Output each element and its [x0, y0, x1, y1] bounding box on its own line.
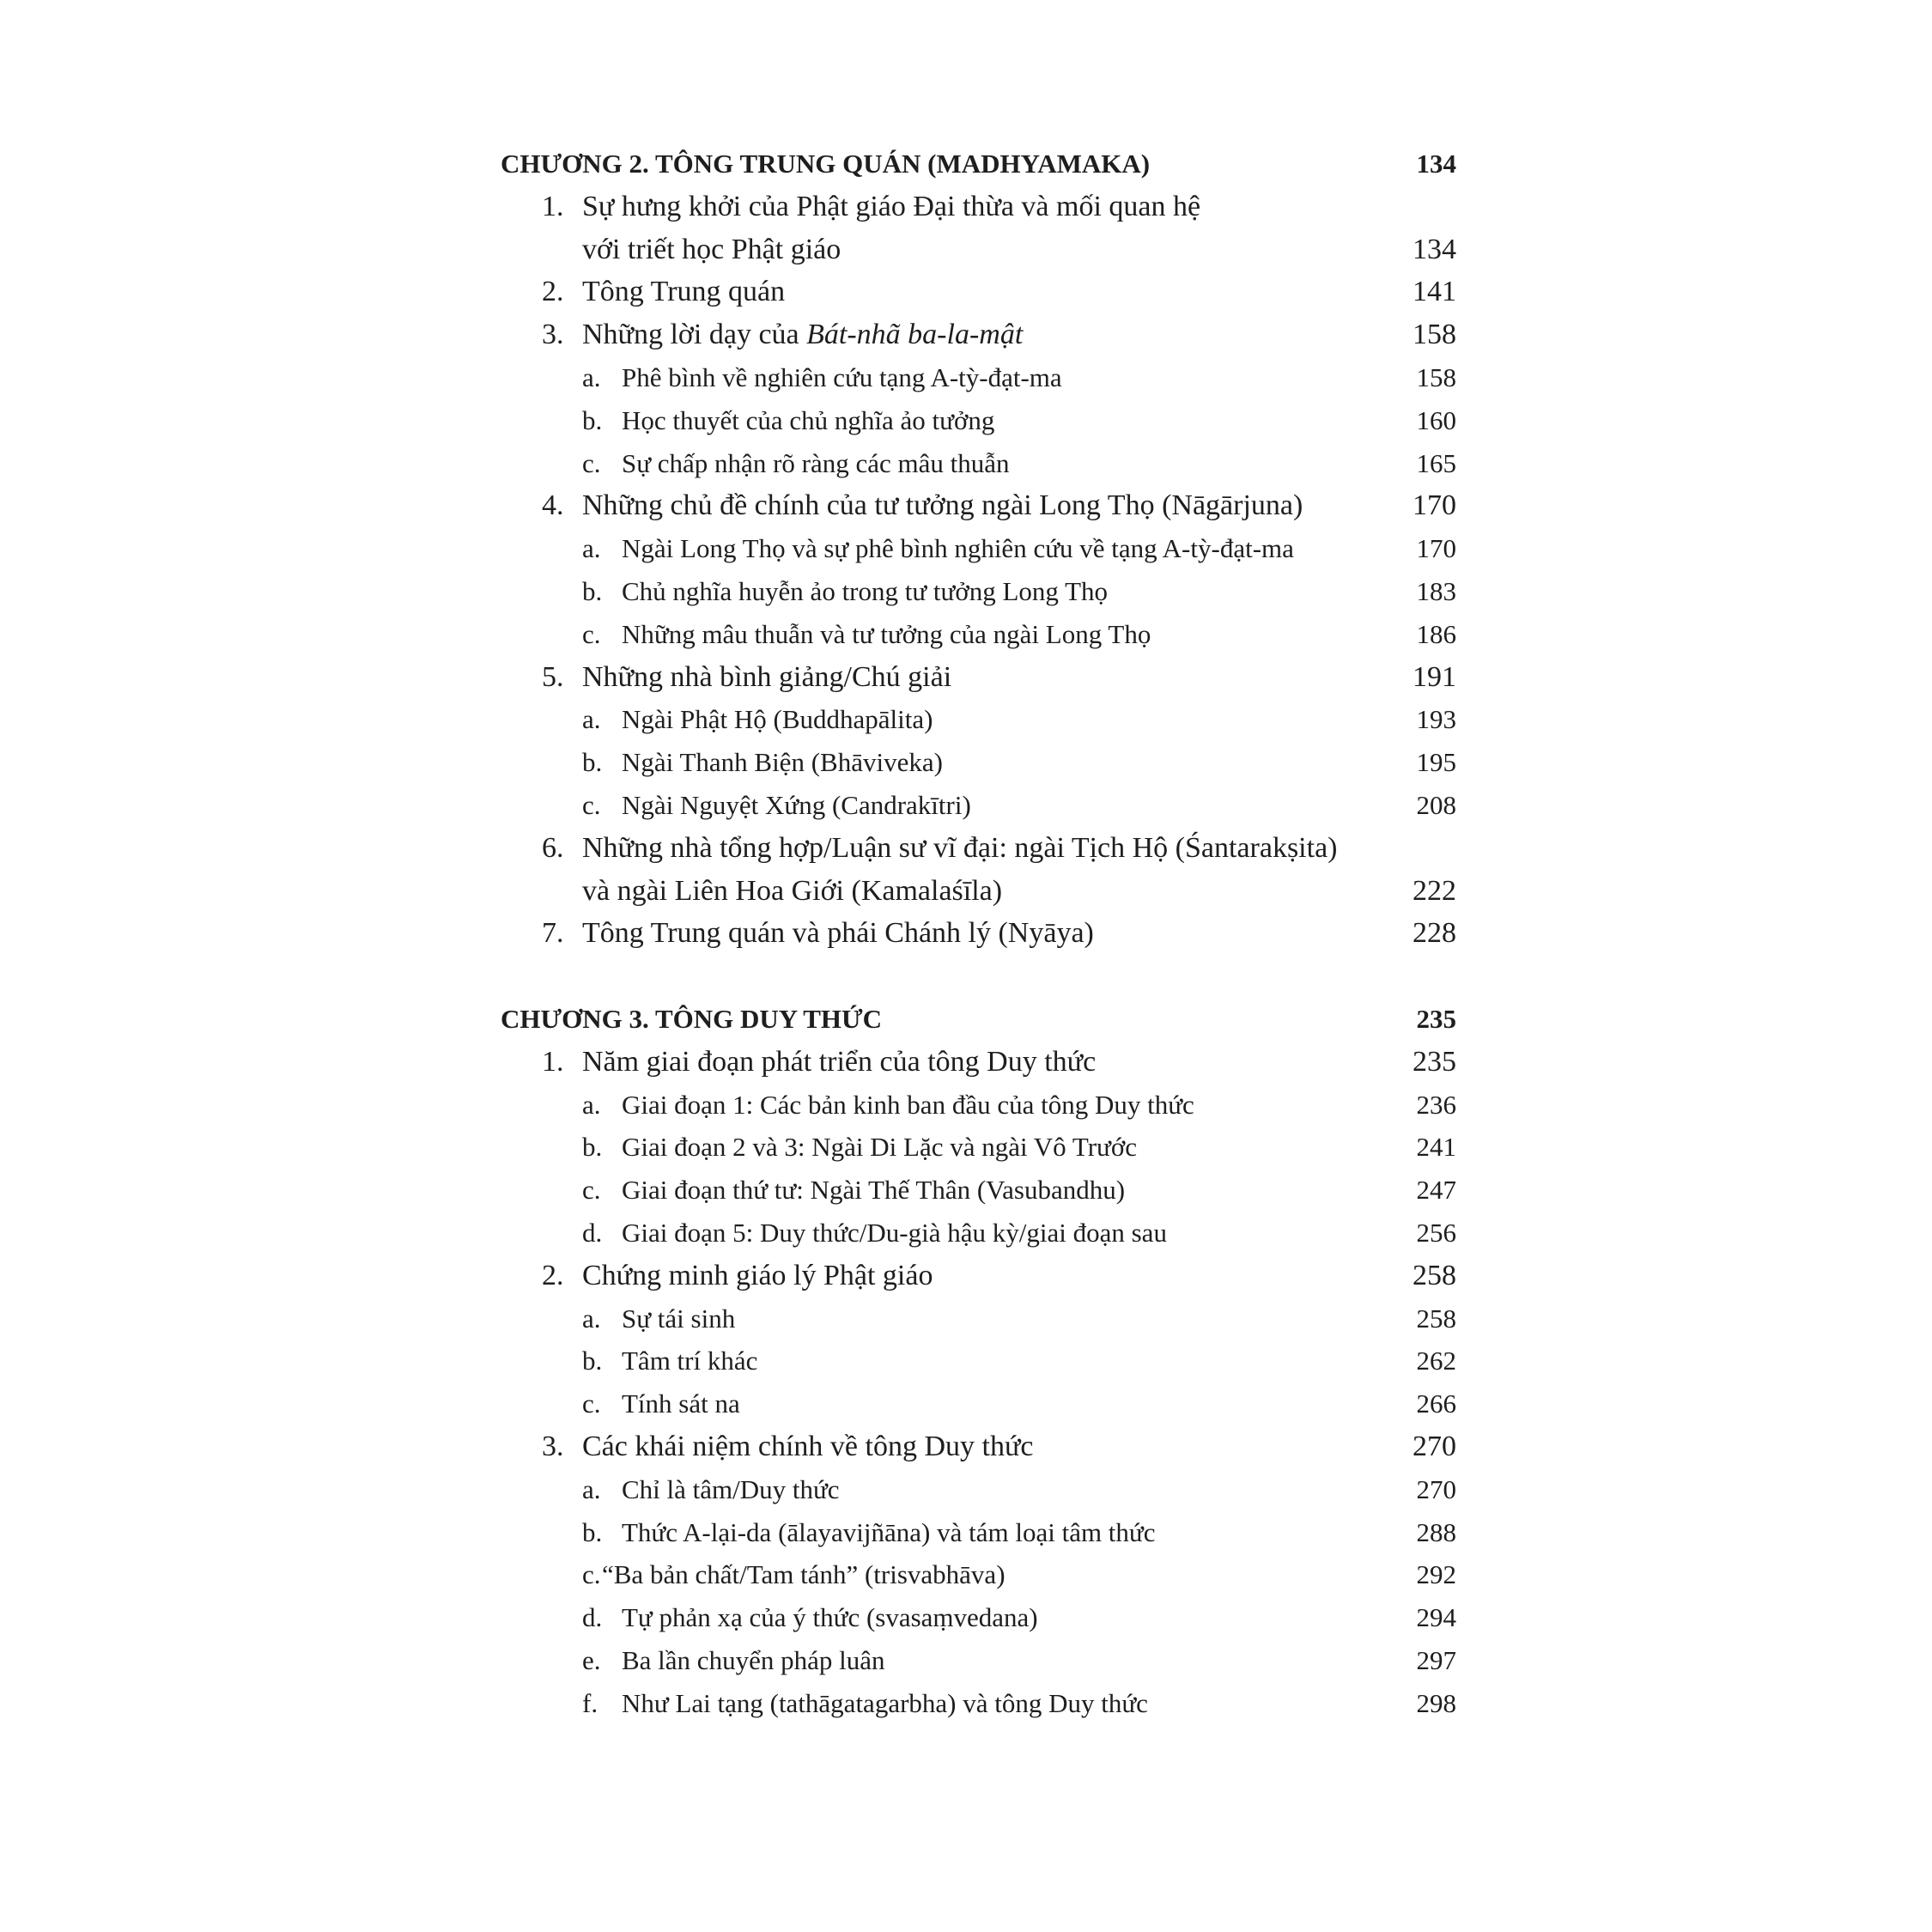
- entry-title: [582, 270, 785, 313]
- subsection-letter: c.: [582, 1559, 601, 1590]
- subsection-letter: a.: [582, 704, 601, 735]
- entry-title-text: Ngài Phật Hộ (Buddhapālita): [622, 704, 933, 735]
- entry-title: [622, 527, 1294, 570]
- entry-title: [622, 1596, 1038, 1639]
- page-number: 134: [1413, 233, 1456, 265]
- subsection-letter: f.: [582, 1687, 598, 1718]
- entry-title: [582, 1041, 1096, 1084]
- entry-title: [622, 1169, 1125, 1212]
- page-number: 236: [1416, 1089, 1456, 1120]
- section-number: 2.: [542, 1259, 564, 1291]
- page-number: 262: [1416, 1346, 1456, 1376]
- chapter-heading: [501, 998, 1456, 1041]
- entry-title: [622, 1382, 740, 1425]
- entry-title: [622, 1340, 757, 1382]
- page-number: 294: [1416, 1602, 1456, 1633]
- page-number: 228: [1413, 917, 1456, 950]
- entry-title: [582, 656, 951, 699]
- toc-subsection: [501, 1126, 1456, 1169]
- entry-title: Những nhà tổng hợp/Luận sư vĩ đại: ngài Tịch Hộ (Śantarakṣita): [582, 831, 1338, 864]
- entry-title: và ngài Liên Hoa Giới (Kamalaśīla): [582, 874, 1003, 907]
- page-number: 170: [1416, 533, 1456, 564]
- page-number: 266: [1416, 1388, 1456, 1419]
- entry-title: [622, 570, 1108, 613]
- page-number: 141: [1413, 276, 1456, 308]
- subsection-letter: d.: [582, 1218, 603, 1248]
- subsection-letter: a.: [582, 1473, 601, 1504]
- entry-title-text: Sự tái sinh: [622, 1303, 736, 1334]
- entry-title: [622, 1084, 1194, 1127]
- toc-subsection: [501, 1468, 1456, 1511]
- entry-title-text: Những mâu thuẫn và tư tưởng của ngài Long Thọ: [622, 618, 1151, 649]
- toc-section: [501, 656, 1456, 699]
- entry-title-text: Tính sát na: [622, 1388, 740, 1419]
- entry-title: [622, 784, 971, 827]
- page-number: 288: [1416, 1516, 1456, 1547]
- entry-title-text: Ngài Long Thọ và sự phê bình nghiên cứu về tạng A-tỳ-đạt-ma: [622, 533, 1294, 564]
- entry-title: [622, 442, 1010, 485]
- toc-subsection: [501, 1553, 1456, 1596]
- entry-title: [602, 1553, 1005, 1596]
- toc-subsection: [501, 1382, 1456, 1425]
- entry-title-text: Các khái niệm chính về tông Duy thức: [582, 1431, 1034, 1462]
- toc-section: [501, 1255, 1456, 1297]
- subsection-letter: c.: [582, 447, 601, 478]
- entry-title: [622, 613, 1151, 656]
- entry-title-text: Ba lần chuyển pháp luân: [622, 1645, 885, 1675]
- entry-title-text: “Ba bản chất/Tam tánh” (trisvabhāva): [602, 1559, 1005, 1590]
- entry-title-text: Giai đoạn thứ tư: Ngài Thế Thân (Vasubandhu): [622, 1175, 1126, 1206]
- entry-title-text: Ngài Thanh Biện (Bhāviveka): [622, 747, 943, 778]
- toc-section: [501, 1041, 1456, 1084]
- page-number: 186: [1416, 618, 1456, 649]
- page-number: 258: [1413, 1259, 1456, 1291]
- section-number: 3.: [542, 319, 564, 351]
- subsection-letter: b.: [582, 1132, 603, 1163]
- toc-section: [501, 270, 1456, 313]
- entry-title: [622, 741, 943, 784]
- page-number: 158: [1416, 362, 1456, 392]
- entry-title: [582, 1425, 1033, 1468]
- subsection-letter: e.: [582, 1645, 601, 1675]
- entry-title-text: Thức A-lại-da (ālayavijñāna) và tám loại tâm thức: [622, 1516, 1156, 1547]
- subsection-letter: c.: [582, 618, 601, 649]
- entry-title-text: Những chủ đề chính của tư tưởng ngài Long Thọ (Nāgārjuna): [582, 489, 1303, 522]
- entry-title: [622, 1511, 1155, 1554]
- toc-subsection: [501, 1297, 1456, 1340]
- subsection-letter: b.: [582, 1516, 603, 1547]
- section-number: 4.: [542, 489, 564, 522]
- subsection-letter: c.: [582, 1175, 601, 1206]
- entry-title-text: Tông Trung quán: [582, 276, 786, 308]
- subsection-letter: d.: [582, 1602, 603, 1633]
- toc-subsection: [501, 1682, 1456, 1725]
- toc-subsection: [501, 442, 1456, 485]
- entry-title-text: Học thuyết của chủ nghĩa ảo tưởng: [622, 404, 995, 435]
- section-number: 2.: [542, 276, 564, 308]
- entry-title: [622, 1682, 1148, 1725]
- entry-title-text: Tông Trung quán và phái Chánh lý (Nyāya): [582, 917, 1094, 950]
- entry-title: [622, 1468, 840, 1511]
- toc-subsection: [501, 1511, 1456, 1554]
- subsection-letter: b.: [582, 404, 603, 435]
- page-number: 241: [1416, 1132, 1456, 1163]
- toc-subsection: [501, 570, 1456, 613]
- subsection-letter: b.: [582, 576, 603, 606]
- toc-subsection: [501, 399, 1456, 442]
- subsection-letter: a.: [582, 533, 601, 564]
- toc-section-line: [501, 228, 1456, 271]
- entry-title: với triết học Phật giáo: [582, 233, 841, 265]
- toc-subsection: [501, 1084, 1456, 1127]
- entry-title-text: Giai đoạn 5: Duy thức/Du-già hậu kỳ/giai đoạn sau: [622, 1218, 1167, 1248]
- entry-title-text: Giai đoạn 1: Các bản kinh ban đầu của tông Duy thức: [622, 1089, 1194, 1120]
- entry-title: [582, 313, 1023, 356]
- toc-section: [501, 912, 1456, 955]
- toc-subsection: [501, 613, 1456, 656]
- page-number: 258: [1416, 1303, 1456, 1334]
- subsection-letter: b.: [582, 747, 603, 778]
- entry-title: Sự hưng khởi của Phật giáo Đại thừa và mối quan hệ: [582, 190, 1201, 222]
- section-number: 6.: [542, 831, 564, 864]
- toc-subsection: [501, 1169, 1456, 1212]
- subsection-letter: b.: [582, 1346, 603, 1376]
- toc-subsection: [501, 1639, 1456, 1682]
- page-number: 297: [1416, 1645, 1456, 1675]
- toc-section-line: [501, 185, 1456, 228]
- entry-title-text: Phê bình về nghiên cứu tạng A-tỳ-đạt-ma: [622, 362, 1062, 392]
- subsection-letter: a.: [582, 1303, 601, 1334]
- page-number: 256: [1416, 1218, 1456, 1248]
- entry-title: [582, 1255, 933, 1297]
- page-number: 165: [1416, 447, 1456, 478]
- entry-title: [622, 698, 933, 741]
- entry-title-text: Tâm trí khác: [622, 1346, 758, 1376]
- chapter-title: CHƯƠNG 3. TÔNG DUY THỨC: [501, 1004, 883, 1034]
- page-number: 193: [1416, 704, 1456, 735]
- subsection-letter: a.: [582, 1089, 601, 1120]
- page-number: 292: [1416, 1559, 1456, 1590]
- toc-subsection: [501, 1212, 1456, 1255]
- page-number: 208: [1416, 790, 1456, 820]
- page-number: 170: [1413, 489, 1456, 522]
- page-number: 298: [1416, 1687, 1456, 1718]
- entry-title-text: Chủ nghĩa huyễn ảo trong tư tưởng Long Thọ: [622, 576, 1109, 606]
- chapter-heading: [501, 143, 1456, 185]
- entry-title-text: Ngài Nguyệt Xứng (Candrakītri): [622, 790, 971, 820]
- entry-title: [622, 356, 1062, 399]
- entry-title: [622, 399, 994, 442]
- toc-subsection: [501, 1340, 1456, 1382]
- subsection-letter: c.: [582, 1388, 601, 1419]
- page-number: 222: [1413, 874, 1456, 907]
- toc-section: [501, 484, 1456, 527]
- entry-title: [622, 1126, 1137, 1169]
- entry-title-text: Những lời dạy của: [582, 319, 807, 351]
- entry-title-italic: Bát-nhã ba-la-mật: [806, 319, 1024, 351]
- toc-section-line: [501, 870, 1456, 913]
- toc-subsection: [501, 698, 1456, 741]
- entry-title-text: Chứng minh giáo lý Phật giáo: [582, 1259, 933, 1291]
- entry-title: [622, 1212, 1167, 1255]
- page-number: 134: [1416, 149, 1456, 179]
- subsection-letter: c.: [582, 790, 601, 820]
- section-number: 1.: [542, 190, 564, 222]
- entry-title-text: Những nhà bình giảng/Chú giải: [582, 660, 952, 693]
- entry-title: [582, 912, 1094, 955]
- entry-title-text: Tự phản xạ của ý thức (svasaṃvedana): [622, 1602, 1038, 1633]
- page-number: 191: [1413, 660, 1456, 693]
- entry-title: [622, 1639, 884, 1682]
- chapter-title: CHƯƠNG 2. TÔNG TRUNG QUÁN (MADHYAMAKA): [501, 149, 1151, 179]
- entry-title-text: Năm giai đoạn phát triển của tông Duy thức: [582, 1045, 1097, 1078]
- section-number: 3.: [542, 1431, 564, 1462]
- page-number: 235: [1413, 1045, 1456, 1078]
- section-number: 5.: [542, 660, 564, 693]
- toc-subsection: [501, 784, 1456, 827]
- page-number: 235: [1416, 1004, 1456, 1034]
- toc-section: [501, 1425, 1456, 1468]
- toc-section-line: [501, 827, 1456, 870]
- page-number: 158: [1413, 319, 1456, 351]
- page-number: 160: [1416, 404, 1456, 435]
- page-number: 183: [1416, 576, 1456, 606]
- entry-title-text: Giai đoạn 2 và 3: Ngài Di Lặc và ngài Vô Trước: [622, 1132, 1137, 1163]
- page-number: 270: [1416, 1473, 1456, 1504]
- toc-subsection: [501, 356, 1456, 399]
- section-number: 1.: [542, 1045, 564, 1078]
- toc-subsection: [501, 1596, 1456, 1639]
- toc-subsection: [501, 741, 1456, 784]
- page-number: 247: [1416, 1175, 1456, 1206]
- entry-title-text: Sự chấp nhận rõ ràng các mâu thuẫn: [622, 447, 1010, 478]
- toc-subsection: [501, 527, 1456, 570]
- toc-section: [501, 313, 1456, 356]
- section-number: 7.: [542, 917, 564, 950]
- subsection-letter: a.: [582, 362, 601, 392]
- entry-title-text: Như Lai tạng (tathāgatagarbha) và tông Duy thức: [622, 1687, 1148, 1718]
- entry-title: [622, 1297, 735, 1340]
- page-number: 270: [1413, 1431, 1456, 1462]
- entry-title: [582, 484, 1303, 527]
- entry-title-text: Chỉ là tâm/Duy thức: [622, 1473, 840, 1504]
- page-number: 195: [1416, 747, 1456, 778]
